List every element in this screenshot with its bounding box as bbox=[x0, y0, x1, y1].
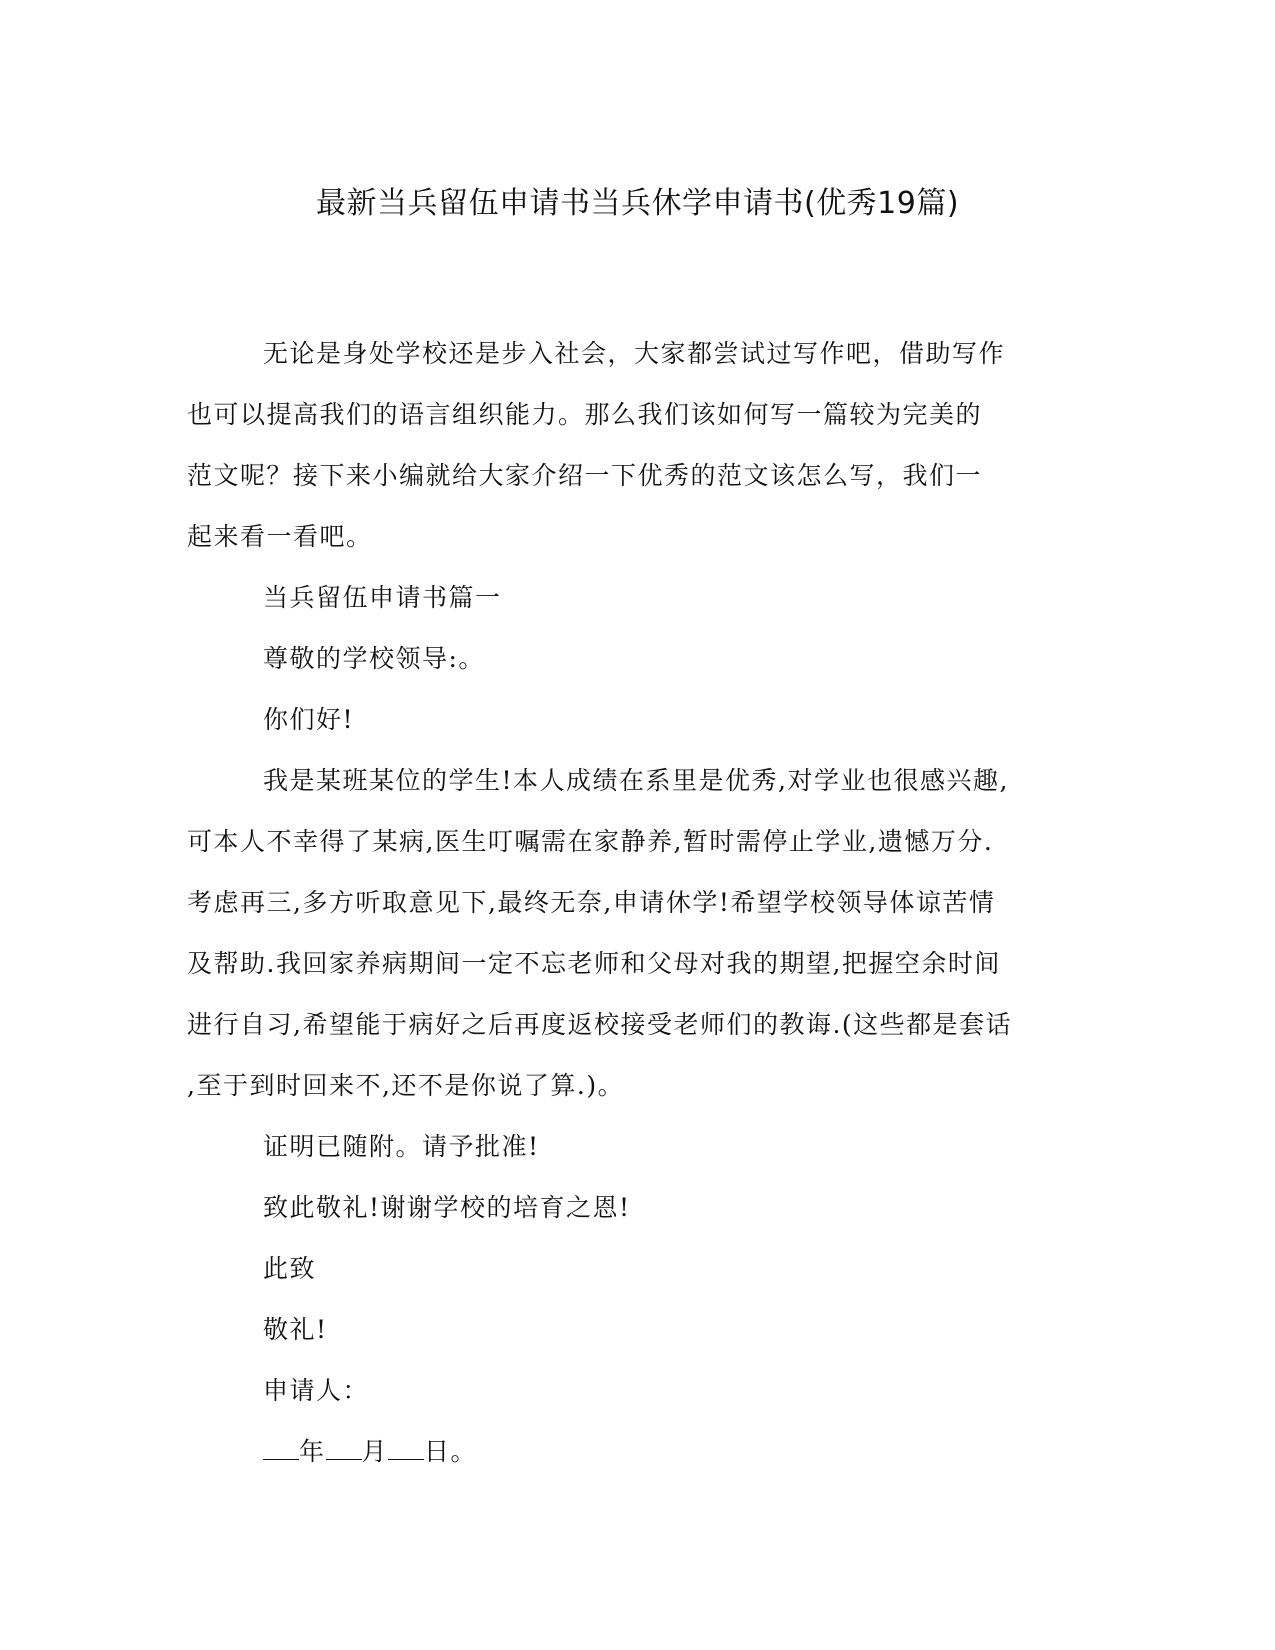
section-heading: 当兵留伍申请书篇一 bbox=[263, 583, 502, 612]
greeting: 你们好! bbox=[263, 705, 355, 734]
main-line: 进行自习,希望能于病好之后再度返校接受老师们的教诲.(这些都是套话 bbox=[187, 1010, 1013, 1039]
main-paragraph bbox=[187, 750, 1087, 1116]
closing-line: 此致 bbox=[263, 1254, 317, 1283]
applicant-line: 申请人： bbox=[263, 1376, 370, 1405]
document-body bbox=[187, 323, 1087, 1482]
intro-paragraph bbox=[187, 323, 1087, 567]
thanks-line: 致此敬礼!谢谢学校的培育之恩! bbox=[263, 1193, 631, 1222]
main-line: 考虑再三,多方听取意见下,最终无奈,申请休学!希望学校领导体谅苦情 bbox=[187, 888, 996, 917]
closing-regards: 敬礼! bbox=[263, 1315, 328, 1344]
intro-line: 范文呢？接下来小编就给大家介绍一下优秀的范文该怎么写，我们一 bbox=[187, 461, 983, 490]
month-blank bbox=[326, 1439, 362, 1460]
proof-line: 证明已随附。请予批准! bbox=[263, 1132, 540, 1161]
salutation: 尊敬的学校领导:。 bbox=[263, 644, 485, 673]
day-blank bbox=[388, 1439, 424, 1460]
document-title: 最新当兵留伍申请书当兵休学申请书(优秀19篇) bbox=[315, 186, 960, 221]
intro-line: 也可以提高我们的语言组织能力。那么我们该如何写一篇较为完美的 bbox=[187, 400, 983, 429]
month-label: 月 bbox=[361, 1437, 389, 1466]
main-line: 我是某班某位的学生!本人成绩在系里是优秀,对学业也很感兴趣, bbox=[263, 766, 1009, 795]
date-line bbox=[187, 1421, 1087, 1482]
day-label: 日。 bbox=[424, 1437, 478, 1466]
intro-line: 无论是身处学校还是步入社会，大家都尝试过写作吧，借助写作 bbox=[263, 339, 1006, 368]
main-line: ,至于到时回来不,还不是你说了算.)。 bbox=[187, 1071, 625, 1100]
year-label: 年 bbox=[299, 1437, 326, 1466]
intro-line: 起来看一看吧。 bbox=[187, 522, 373, 551]
year-blank bbox=[263, 1439, 299, 1460]
main-line: 及帮助.我回家养病期间一定不忘老师和父母对我的期望,把握空余时间 bbox=[187, 949, 1001, 978]
main-line: 可本人不幸得了某病,医生叮嘱需在家静养,暂时需停止学业,遗憾万分. bbox=[187, 827, 994, 856]
